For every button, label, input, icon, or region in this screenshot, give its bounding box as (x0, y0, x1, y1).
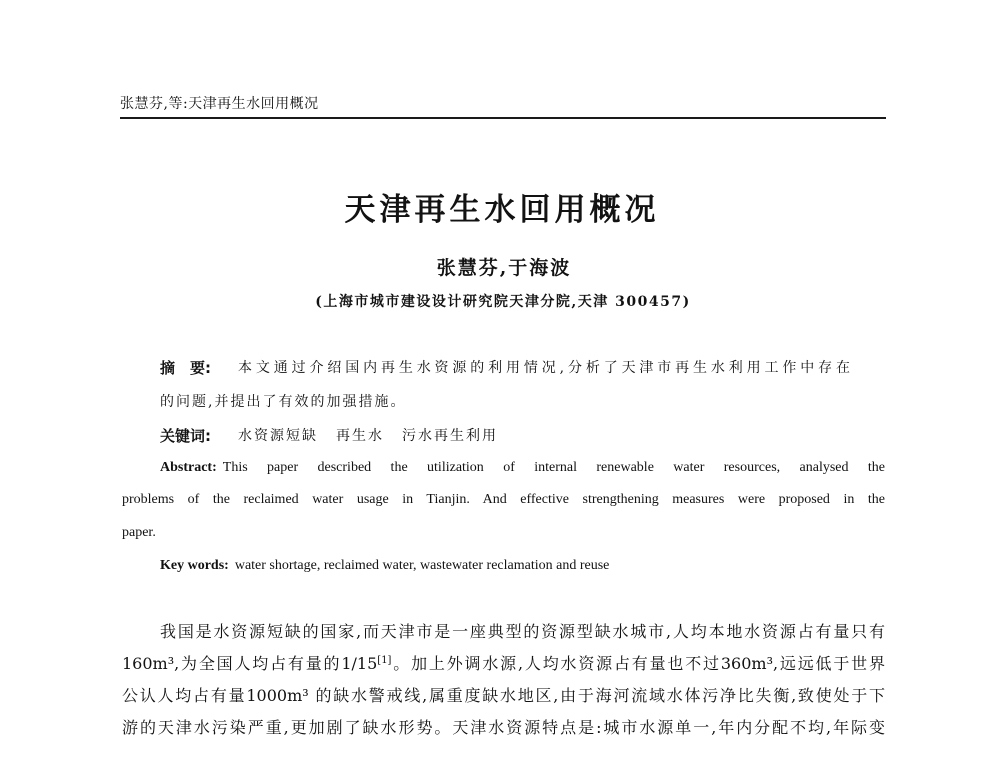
abstract-cn-label: 摘 要: (160, 359, 211, 377)
keywords-en-text: water shortage, reclaimed water, wastewater reclamation and reuse (234, 558, 610, 573)
abstract-cn-line-2: 的问题,并提出了有效的加强措施。 (160, 394, 407, 410)
header-rule (120, 117, 886, 119)
keyword-cn-term: 水资源短缺 (238, 428, 318, 444)
article-authors: 张慧芬,于海波 (436, 257, 572, 279)
keywords-en-label: Key words: (160, 558, 229, 573)
body-line-2-end: 。加上外调水源,人均水资源占有量也不过360m³,远远低于世界 (391, 654, 885, 673)
article-affiliation: (上海市城市建设设计研究院天津分院,天津 300457) (315, 294, 691, 310)
keyword-cn-term: 再生水 (336, 428, 384, 444)
keyword-cn-term: 污水再生利用 (402, 428, 498, 444)
abstract-en-line-2: problems of the reclaimed water usage in Tianjin. And effective strengthening measures were proposed in the (122, 492, 885, 507)
keywords-en (160, 555, 609, 577)
abstract-en-line-3: paper. (122, 525, 156, 540)
abstract-cn-line-1 (160, 357, 850, 379)
keywords-cn-label: 关键词: (160, 427, 211, 445)
body-line-4: 游的天津水污染严重,更加剧了缺水形势。天津水资源特点是:城市水源单一,年内分配不均,年际变 (122, 718, 885, 737)
abstract-en-line-1 (160, 457, 885, 479)
running-header: 张慧芬,等:天津再生水回用概况 (120, 96, 319, 112)
keywords-cn (160, 425, 516, 447)
abstract-cn-text: 本文通过介绍国内再生水资源的利用情况,分析了天津市再生水利用工作中存在 (238, 360, 850, 376)
body-line-2 (122, 653, 885, 675)
abstract-en-label: Abstract: (160, 460, 217, 475)
article-title: 天津再生水回用概况 (344, 192, 660, 228)
body-line-2-start: 160m³,为全国人均占有量的1/15 (122, 654, 378, 673)
citation-ref[interactable]: [1] (377, 655, 392, 666)
abstract-en-text: This paper described the utilization of internal renewable water resources, analysed the (222, 460, 885, 475)
body-line-1: 我国是水资源短缺的国家,而天津市是一座典型的资源型缺水城市,人均本地水资源占有量只有 (160, 622, 885, 641)
body-line-3: 公认人均占有量1000m³ 的缺水警戒线,属重度缺水地区,由于海河流域水体污净比失衡,致使处于下 (122, 686, 885, 705)
